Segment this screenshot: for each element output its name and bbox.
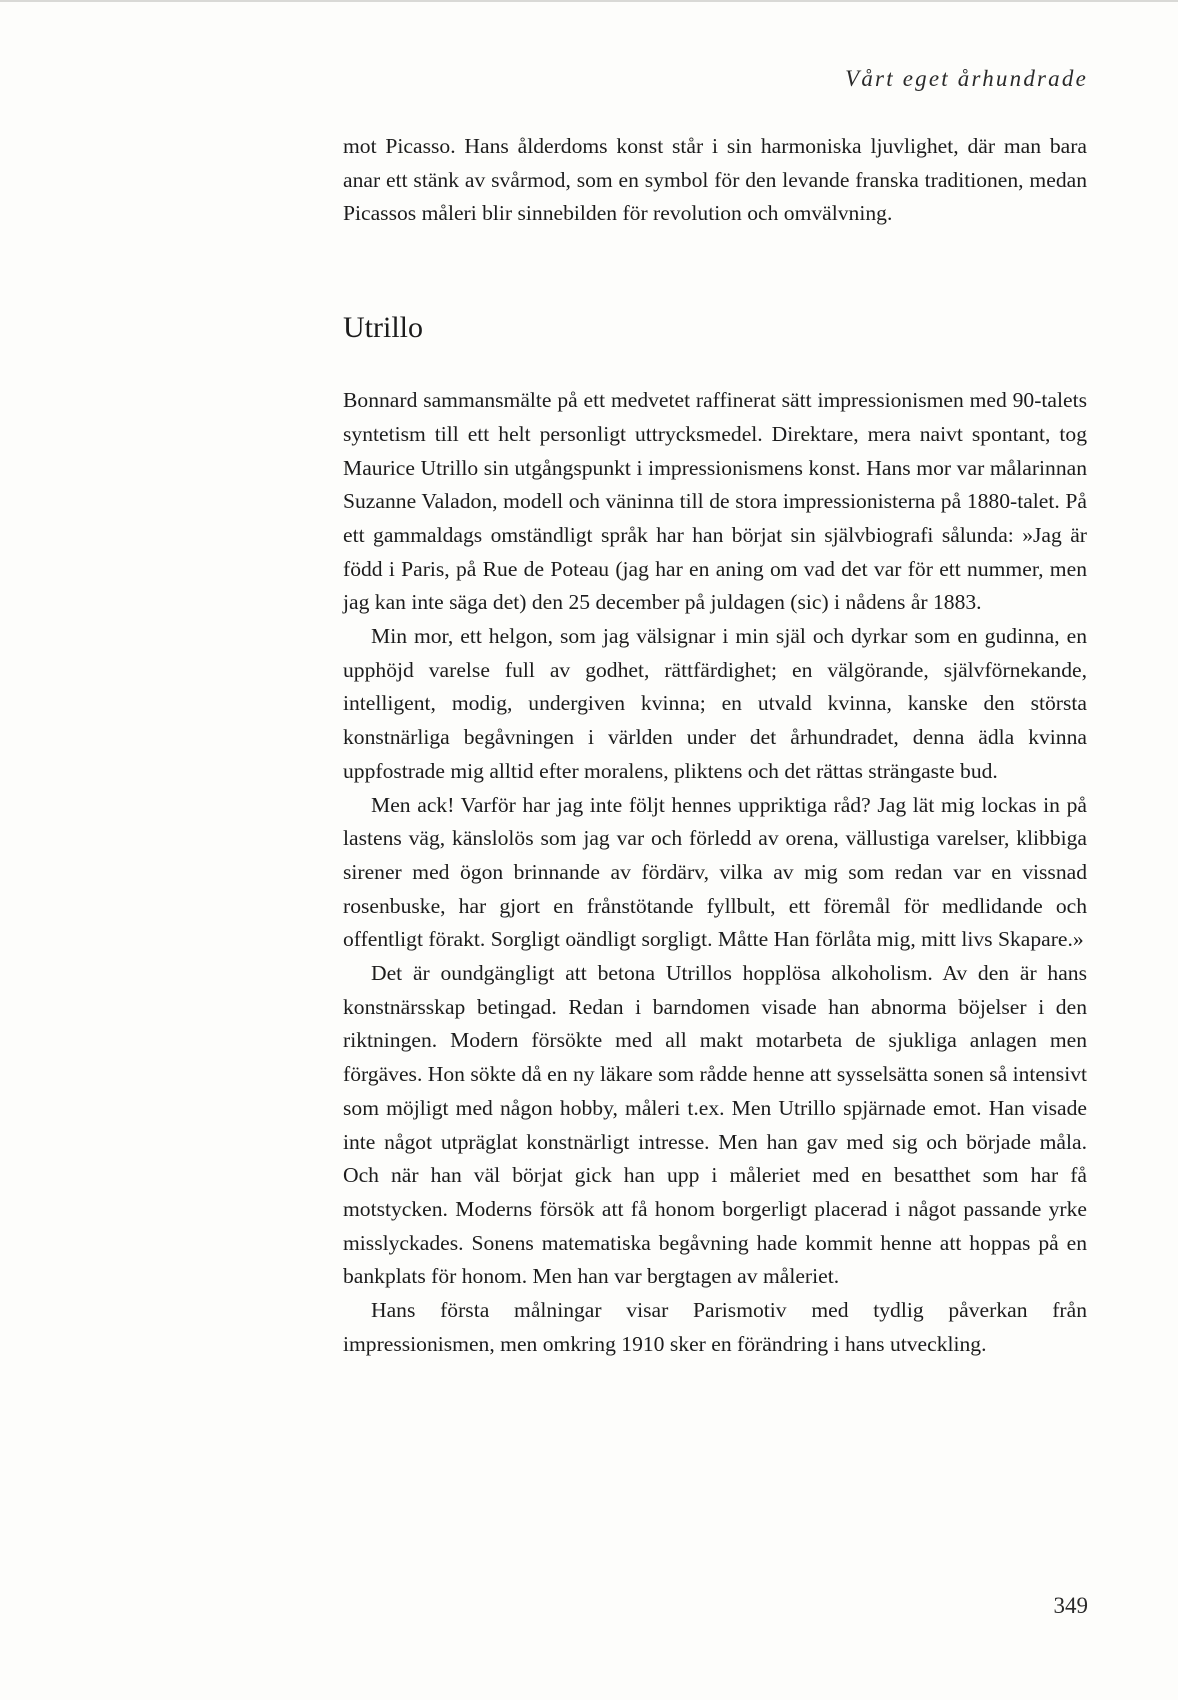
body-paragraph-1: Bonnard sammansmälte på ett medvetet raffinerat sätt impressionismen med 90-talets syntetism till ett helt personligt uttrycksmedel. Direktare, mera naivt spontant, tog Maurice Utrillo sin utgångspunkt i impressionismens konst. Hans mor var målarinnan Suzanne Valadon, modell och väninna till de stora impressionisterna på 1880-talet. På ett gammaldags omständligt språk har han börjat sin självbiografi sålunda: »Jag är född i Paris, på Rue de Poteau (jag har en aning om vad det var för ett nummer, men jag kan inte säga det) den 25 december på juldagen (sic) i nådens år 1883. (343, 388, 1087, 615)
body-paragraph-2: Min mor, ett helgon, som jag välsignar i min själ och dyrkar som en gudinna, en upphöjd varelse full av godhet, rättfärdighet; en välgörande, självförnekande, intelligent, modig, undergiven kvinna; en utvald kvinna, kanske den största konstnärliga begåvningen i världen under det århundradet, denna ädla kvinna uppfostrade mig alltid efter moralens, pliktens och det rättas strängaste bud. (343, 624, 1087, 783)
body-paragraph-4: Det är oundgängligt att betona Utrillos hopplösa alkoholism. Av den är hans konstnärsskap betingad. Redan i barndomen visade han abnorma böjelser i den riktningen. Modern försökte med all makt motarbeta de sjukliga anlagen men förgäves. Hon sökte då en ny läkare som rådde henne att sysselsätta sonen så intensivt som möjligt med någon hobby, måleri t.ex. Men Utrillo spjärnade emot. Han visade inte något utpräglat konstnärligt intresse. Men han gav med sig och började måla. Och när han väl börjat gick han upp i måleriet med en besatthet som har få motstycken. Moderns försök att få honom borgerligt placerad i något passande yrke misslyckades. Sonens matematiska begåvning hade kommit henne att hoppas på en bankplats för honom. Men han var bergtagen av måleriet. (343, 961, 1087, 1289)
main-text (343, 130, 1087, 1362)
running-head: Vårt eget århundrade (845, 66, 1088, 91)
page-number: 349 (1053, 1593, 1088, 1618)
body-paragraph-5: Hans första målningar visar Parismotiv med tydlig påverkan från impressionismen, men omkring 1910 sker en förändring i hans utveckling. (343, 1298, 1087, 1356)
page-top-edge (0, 0, 1178, 2)
intro-paragraph: mot Picasso. Hans ålderdoms konst står i sin harmoniska ljuvlighet, där man bara anar ett stänk av svårmod, som en symbol för den levande franska traditionen, medan Picassos måleri blir sinnebilden för revolution och omvälvning. (343, 134, 1087, 226)
body-paragraph-3: Men ack! Varför har jag inte följt hennes uppriktiga råd? Jag lät mig lockas in på lastens väg, känslolös som jag var och förledd av orena, vällustiga varelser, klibbiga sirener med ögon brinnande av fördärv, vilka av mig som redan var en vissnad rosenbuske, har gjort en frånstötande fyllbult, ett föremål för medlidande och offentligt förakt. Sorgligt oändligt sorgligt. Måtte Han förlåta mig, mitt livs Skapare.» (343, 792, 1087, 952)
section-heading: Utrillo (343, 311, 423, 345)
